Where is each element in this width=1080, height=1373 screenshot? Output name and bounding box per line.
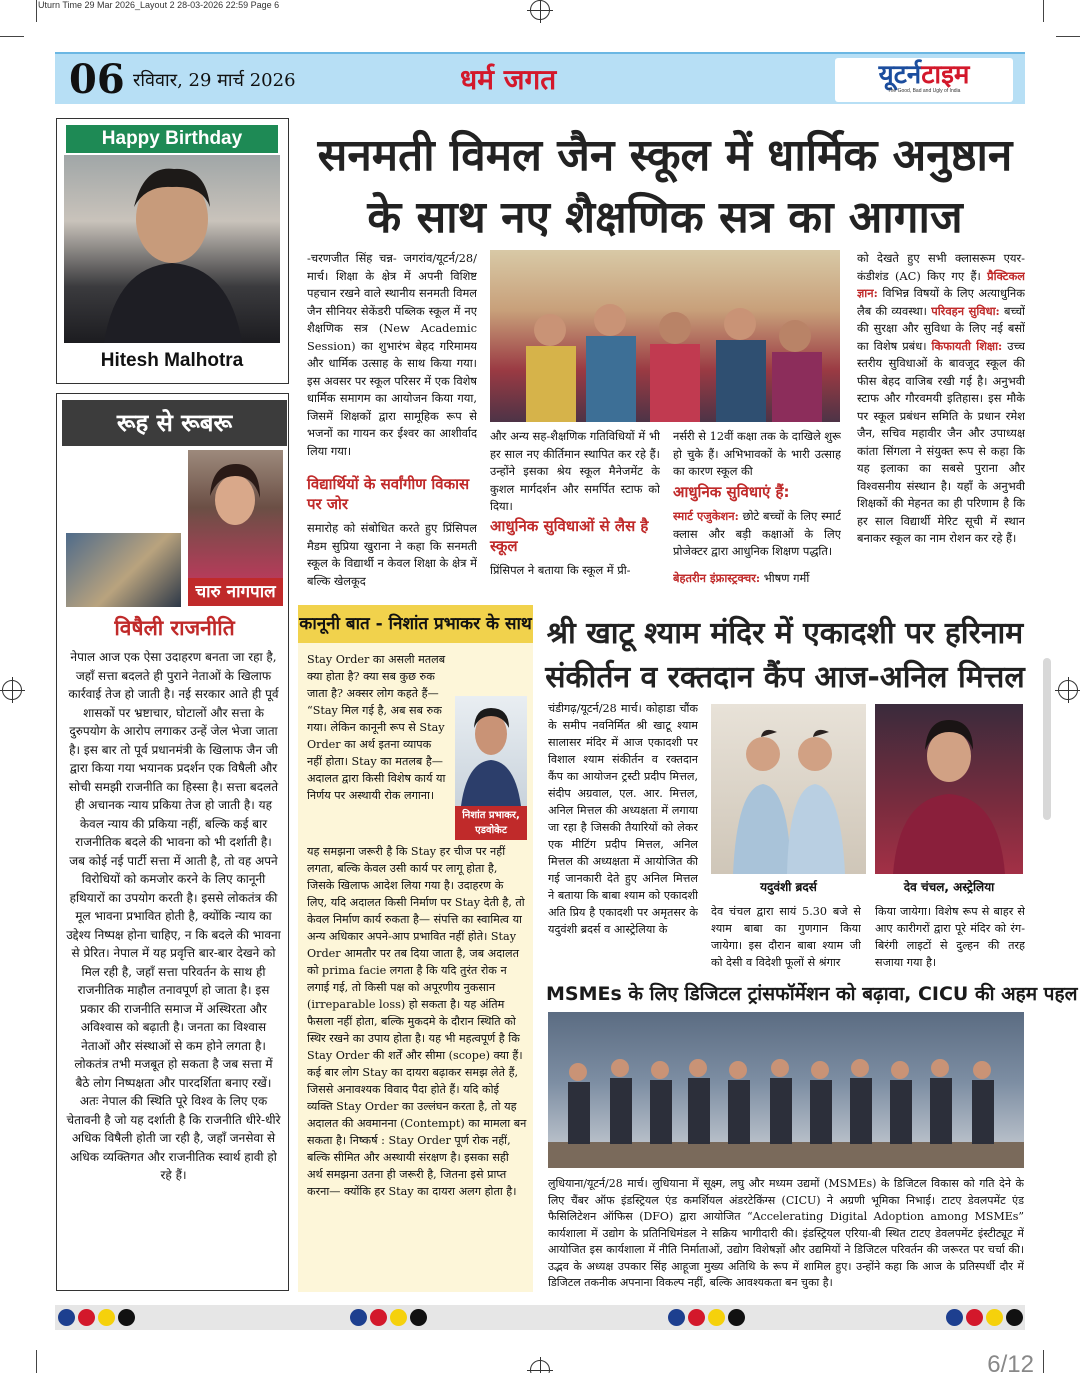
kanooni-title: कानूनी बात - निशांत प्रभाकर के साथ	[298, 605, 533, 643]
school-event-photo	[490, 250, 840, 422]
main-col1-text: -चरणजीत सिंह चन्न- जगरांव/यूटर्न/28/मार्च। शिक्षा के क्षेत्र में अपनी विशिष्ट पहचान रखने वाले स्थानीय सनमती विमल जैन सीनियर सेकेंडरी पब्लिक स्कूल में नए शैक्षणिक सत्र (New Academic Session) का शुभारंभ बेहद गरिमामय और धार्मिक उत्साह के साथ किया गया। इस अवसर पर स्कूल परिसर में एक विशेष धार्मिक समागम का आयोजन किया गया, जिसमें शिक्षकों द्वारा सामूहिक रूप से भजनों का गायन कर ईश्वर का आशीर्वाद लिया गया।	[307, 251, 477, 458]
author-name: चारु नागपाल	[188, 578, 283, 606]
main-subhead-3: आधुनिक सुविधाएं हैं:	[673, 483, 790, 501]
main-col3-text: नर्सरी से 12वीं कक्षा तक के दाखिले शुरू हो चुके हैं। अभिभावकों के भारी उत्साह का कारण स्कूल की	[673, 429, 841, 478]
main-subhead-2: आधुनिक सुविधाओं से लैस है स्कूल	[490, 517, 649, 555]
kanooni-text-bottom: यह समझना जरूरी है कि Stay हर चीज पर नहीं लगता, बल्कि केवल उसी कार्य पर लागू होता है, जिसके खिलाफ आदेश लिया गया है। उदाहरण के लिए, यदि अदालत किसी निर्माण पर Stay देती है, तो केवल निर्माण कार्य रुकता है— संपत्ति का स्वामित्व या अन्य अधिकार अपने-आप प्रभावित नहीं होते। Stay Order आमतौर पर तब दिया जाता है, जब अदालत को prima facie लगता है कि यदि तुरंत रोक न लगाई गई, तो किसी पक्ष को अपूरणीय नुकसान (irreparable loss) हो सकता है। यह अंतिम फैसला नहीं होता, बल्कि मुकदमे के दौरान स्थिति को स्थिर रखने का उपाय होता है। यह भी महत्वपूर्ण है कि Stay Order की शर्तें और सीमा (scope) क्या हैं। कई बार लोग Stay का दायरा बढ़ाकर समझ लेते हैं, जिससे अनावश्यक विवाद पैदा होते हैं। यदि कोई व्यक्ति Stay Order का उल्लंघन करता है, तो यह अदालत की अवमानना (Contempt) का मामला बन सकता है। निष्कर्ष : Stay Order पूर्ण रोक नहीं, बल्कि सीमित और अस्थायी संरक्षण है। इसका सही अर्थ समझना उतना ही जरूरी है, जितना इसे प्राप्त करना— क्योंकि हर Stay का दायरा अलग होता है।	[307, 845, 527, 1198]
issue-date: रविवार, 29 मार्च 2026	[133, 70, 296, 91]
color-dots	[350, 1309, 427, 1326]
crop-mark	[1056, 36, 1080, 37]
color-dots	[58, 1309, 135, 1326]
msme-headline: MSMEs के लिए डिजिटल ट्रांसफॉर्मेशन को बढ़ावा, CICU की अहम पहल	[546, 983, 1078, 1005]
page-header	[55, 52, 1025, 104]
file-info: Uturn Time 29 Mar 2026_Layout 2 28-03-2026 22:59 Page 6	[38, 0, 280, 10]
scrollbar-thumb[interactable]	[1043, 658, 1051, 820]
main-col2-text: और अन्य सह-शैक्षणिक गतिविधियों में भी हर साल नए कीर्तिमान स्थापित कर रहे हैं। उन्होंने इसका श्रेय स्कूल मैनेजमेंट के कुशल मार्गदर्शन और समर्पित स्टाफ को दिया।	[490, 429, 660, 513]
section-title: धर्म जगत	[460, 63, 557, 96]
khatu-col3-text: किया जायेगा। विशेष रूप से बाहर से आए कारीगरों द्वारा पूरे मंदिर को रंग-बिरंगी लाइटों से दुल्हन की तरह सजाया गया है।	[875, 905, 1025, 969]
khatu-col1-text: चंडीगढ़/यूटर्न/28 मार्च। कोहाडा चौंक के समीप नवनिर्मित श्री खाटू श्याम सालासर मंदिर में आज एकादशी पर विशाल श्याम संकीर्तन व रक्तदान कैंप का आयोजन ट्रस्टी प्रदीप मित्तल, संदीप अग्रवाल, एल. आर. मित्तल, अनिल मित्तल की अध्यक्षता में लगाया जा रहा है जिसकी तैयारियों को लेकर एक मीटिंग प्रदीप मित्तल, अनिल मित्तल की अध्यक्षता में आयोजित की गई जानकारी देते हुए अनिल मित्तल ने बताया कि बाबा श्याम को एकादशी अति प्रिय है एकादशी पर अमृतसर के यदुवंशी ब्रदर्स व आस्ट्रेलिया के	[548, 702, 698, 936]
brand-logo: यूटर्नटाइम The Good, Bad and Ugly of India	[835, 58, 1013, 102]
registration-mark-icon	[530, 0, 550, 20]
crop-mark	[0, 36, 24, 37]
column-title: रूह से रूबरू	[62, 400, 287, 446]
registration-mark-icon	[2, 680, 22, 700]
main-subhead-1: विद्यार्थियों के सर्वांगीण विकास पर जोर	[307, 475, 470, 513]
author-photo	[188, 450, 283, 578]
page-footer	[55, 1305, 1025, 1330]
crop-mark	[36, 0, 37, 22]
birthday-name: Hitesh Malhotra	[100, 350, 244, 371]
kanooni-text-top: Stay Order का असली मतलब क्या होता है? क्या सब कुछ रुक जाता है? अक्सर लोग कहते हैं— “Stay मिल गई है, अब सब रुक गया। लेकिन कानूनी रूप से Stay Order का अर्थ इतना व्यापक नहीं होता। Stay का मतलब है— अदालत द्वारा किसी विशेष कार्य या निर्णय पर अस्थायी रोक लगाना।	[307, 653, 446, 802]
infrastructure: बेहतरीन इंफ्रास्ट्रक्चर: भीषण गर्मी	[673, 571, 810, 585]
main-col2-text2: प्रिंसिपल ने बताया कि स्कूल में प्री-	[490, 563, 631, 577]
khatu-col2-text: देव चंचल द्वारा सायं 5.30 बजे से श्याम बाबा का गुणगान किया जायेगा। इस दौरान बाबा श्याम जी को देसी व विदेशी फूलों से श्रंगार	[711, 905, 861, 969]
msme-group-photo	[548, 1012, 1024, 1168]
smart-education: स्मार्ट एजुकेशन: छोटे बच्चों के लिए स्मार्ट क्लास और बड़ी कक्षाओं के लिए प्रोजेक्टर द्वारा आधुनिक शिक्षण पद्धति।	[673, 509, 841, 558]
dev-chanchal-photo	[875, 704, 1023, 874]
crop-mark	[1043, 0, 1044, 22]
photo-caption: देव चंचल, अस्ट्रेलिया	[903, 880, 995, 894]
column-heading: विषैली राजनीति	[114, 616, 235, 640]
main-headline: सनमती विमल जैन स्कूल में धार्मिक अनुष्ठान के साथ नए शैक्षणिक सत्र का आगाज	[317, 130, 1013, 243]
color-dots	[946, 1309, 1023, 1326]
birthday-title: Happy Birthday	[66, 125, 278, 153]
photo-caption: यदुवंशी ब्रदर्स	[760, 880, 817, 894]
column-body: नेपाल आज एक ऐसा उदाहरण बनता जा रहा है, जहाँ सत्ता बदलते ही पुराने नेताओं के खिलाफ कार्रवाई तेज हो जाती है। नई सरकार आते ही पूर्व शासकों पर भ्रष्टाचार, घोटालों और सत्ता के दुरुपयोग के आरोप लगाकर उन्हें जेल भेजा जाता है। इस बार तो पूर्व प्रधानमंत्री के खिलाफ जैन जी द्वारा किया गया भयानक प्रदर्शन एक विषैली और सोची समझी राजनीति का हिस्सा है। सत्ता बदलते ही अचानक न्याय प्रकिया तेज हो जाती है। यह केवल न्याय की प्रकिया नहीं, बल्कि कई बार राजनीतिक बदले की भावना को भी दर्शाती है। जब कोई नई पार्टी सत्ता में आती है, तो वह अपने विरोधियों को कमजोर करने के लिए कानूनी हथियारों का उपयोग करती है। इससे लोकतंत्र की मूल भावना प्रभावित होती है, क्योंकि न्याय का उद्देश्य निष्पक्ष होना चाहिए, न कि बदले की भावना से प्रेरित। नेपाल में यह प्रवृत्ति बार-बार देखने को मिल रही है, जहाँ सत्ता परिवर्तन के साथ ही राजनीतिक माहौल तनावपूर्ण हो जाता है। इस प्रकार की राजनीति समाज में अस्थिरता और अविश्वास को बढ़ाती है। जनता का विश्वास नेताओं और संस्थाओं से कम होने लगता है। लोकतंत्र तभी मजबूत हो सकता है जब सत्ता में बैठे लोग निष्पक्षता और पारदर्शिता बनाए रखें। अतः नेपाल की स्थिति पूरे विश्व के लिए एक चेतावनी है जो यह दर्शाती है कि राजनीति धीरे-धीरे अधिक विषैली होती जा रही है, जहाँ जनसेवा से अधिक व्यक्तिगत और राजनीतिक स्वार्थ हावी हो रहे हैं।	[66, 650, 281, 1182]
crop-mark	[36, 1350, 37, 1373]
birthday-photo	[64, 155, 280, 343]
khatu-headline: श्री खाटू श्याम मंदिर में एकादशी पर हरिनाम संकीर्तन व रक्तदान कैंप आज-अनिल मित्तल	[545, 616, 1025, 695]
main-col1-text2: समारोह को संबोधित करते हुए प्रिंसिपल मैडम सुप्रिया खुराना ने कहा कि सनमती स्कूल के विद्यार्थी न केवल शिक्षा के क्षेत्र में बल्कि खेलकूद	[307, 521, 477, 588]
color-dots	[668, 1309, 745, 1326]
msme-text: लुधियाना/यूटर्न/28 मार्च। लुधियाना में सूक्ष्म, लघु और मध्यम उद्यमों (MSMEs) के डिजिटल विकास को गति देने के लिए चैंबर ऑफ इंडस्ट्रियल एंड कमर्शियल अंडरटेकिंग्स (CICU) ने अग्रणी भूमिका निभाई। टाटए डेवलपमेंट एंड फैसिलिटेशन ऑफिस (DFO) द्वारा आयोजित “Accelerating Digital Adoption among MSMEs” कार्यशाला में उद्योग के प्रतिनिधिमंडल ने सक्रिय भागीदारी की। इंडस्ट्रियल एरिया-बी स्थित टाटए डेवलपमेंट इंस्टीट्यूट में आयोजित इस कार्यशाला में नीति निर्माताओं, उद्योग विशेषज्ञों और उद्यमियों ने डिजिटल परिवर्तन की जरूरत पर चर्चा की। उद्भव के अध्यक्ष उपकार सिंह आहूजा मुख्य अतिथि के रूप में शामिल हुए। उन्होंने कहा कि आज के प्रतिस्पर्धी दौर में डिजिटल तकनीक अपनाना विकल्प नहीं, बल्कि आवश्यकता बन चुका है।	[548, 1177, 1024, 1289]
registration-mark-icon	[530, 1360, 550, 1373]
main-col4-text: को देखते हुए सभी क्लासरूम एयर-कंडीशंड (AC) किए गए हैं। प्रैक्टिकल ज्ञान: विभिन्न विषयों के लिए अत्याधुनिक लैब की व्यवस्था। परिवहन सुविधा: बच्चों की सुरक्षा और सुविधा के लिए नई बसों का विशेष प्रबंध। किफायती शिक्षा: उच्च स्तरीय सुविधाओं के बावजूद स्कूल की फीस बेहद वाजिब रखी गई है। अनुभवी स्टाफ और गौरवमयी इतिहास। इस मौके पर स्कूल प्रबंधन समिति के प्रधान रमेश जैन, सचिव महावीर जैन और उपाध्यक्ष कांता सिंगला ने संयुक्त रूप से कहा कि यह इलाका का सबसे पुराना और विश्वसनीय संस्थान है। यहाँ के अनुभवी शिक्षकों की मेहनत का ही परिणाम है कि हर साल विद्यार्थी मेरिट सूची में स्थान बनाकर स्कूल का नाम रोशन कर रहे हैं।	[857, 251, 1025, 545]
crop-mark	[1043, 1350, 1044, 1373]
advocate-tag: निशांत प्रभाकर, एडवोकेट	[455, 806, 527, 840]
advocate-photo	[455, 696, 527, 806]
page-number: 06	[69, 56, 125, 103]
page-indicator: 6/12	[987, 1351, 1034, 1373]
column-photo-small	[66, 533, 181, 607]
registration-mark-icon	[1058, 680, 1078, 700]
yaduvanshi-photo	[711, 704, 866, 874]
